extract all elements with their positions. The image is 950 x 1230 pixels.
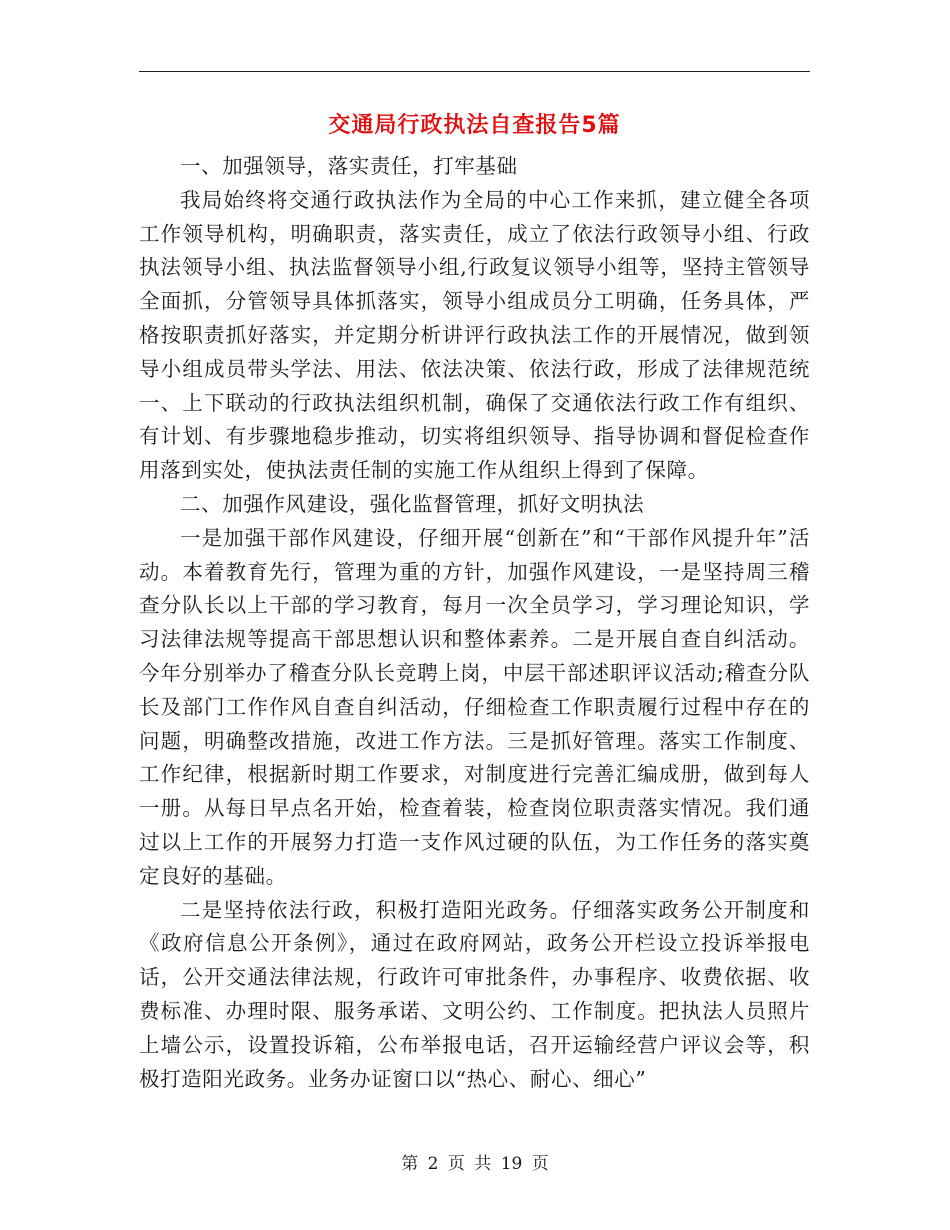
section-heading-2: 二、加强作风建设，强化监督管理，抓好文明执法: [180, 491, 645, 516]
section-heading-1: 一、加强领导，落实责任，打牢基础: [180, 154, 518, 178]
document-title: 交通局行政执法自查报告5篇: [328, 113, 621, 138]
body-paragraph-1: 我局始终将交通行政执法作为全局的中心工作来抓，建立健全各项工作领导机构，明确职责，落实责任，成立了依法行政领导小组、行政执法领导小组、执法监督领导小组,行政复议领导小组等，坚持主管领导全面抓，分管领导具体抓落实，领导小组成员分工明确，任务具体，严格按职责抓好落实，并定期分析讲评行政执法工作的开展情况，做到领导小组成员带头学法、用法、依法决策、依法行政，形成了法律规范统一、上下联动的行政执法组织机制，确保了交通依法行政工作有组织、有计划、有步骤地稳步推动，切实将组织领导、指导协调和督促检查作用落到实处，使执法责任制的实施工作从组织上得到了保障。: [139, 187, 810, 483]
document-body: [139, 150, 810, 1096]
body-paragraph-3: 二是坚持依法行政，积极打造阳光政务。仔细落实政务公开制度和《政府信息公开条例》，通过在政府网站，政务公开栏设立投诉举报电话，公开交通法律法规，行政许可审批条件，办事程序、收费依据、收费标准、办理时限、服务承诺、文明公约、工作制度。把执法人员照片上墙公示，设置投诉箱，公布举报电话，召开运输经营户评议会等，积极打造阳光政务。业务办证窗口以“热心、耐心、细心”: [139, 897, 810, 1091]
page-footer: 第 2 页 共 19 页: [401, 1154, 549, 1174]
header-rule: [139, 71, 810, 72]
body-paragraph-2: 一是加强干部作风建设，仔细开展“创新在”和“干部作风提升年”活动。本着教育先行，管理为重的方针，加强作风建设，一是坚持周三稽查分队长以上干部的学习教育，每月一次全员学习，学习理论知识，学习法律法规等提高干部思想认识和整体素养。二是开展自查自纠活动。今年分别举办了稽查分队长竞聘上岗，中层干部述职评议活动;稽查分队长及部门工作作风自查自纠活动，仔细检查工作职责履行过程中存在的问题，明确整改措施，改进工作方法。三是抓好管理。落实工作制度、工作纪律，根据新时期工作要求，对制度进行完善汇编成册，做到每人一册。从每日早点名开始，检查着装，检查岗位职责落实情况。我们通过以上工作的开展努力打造一支作风过硬的队伍，为工作任务的落实奠定良好的基础。: [139, 525, 810, 888]
